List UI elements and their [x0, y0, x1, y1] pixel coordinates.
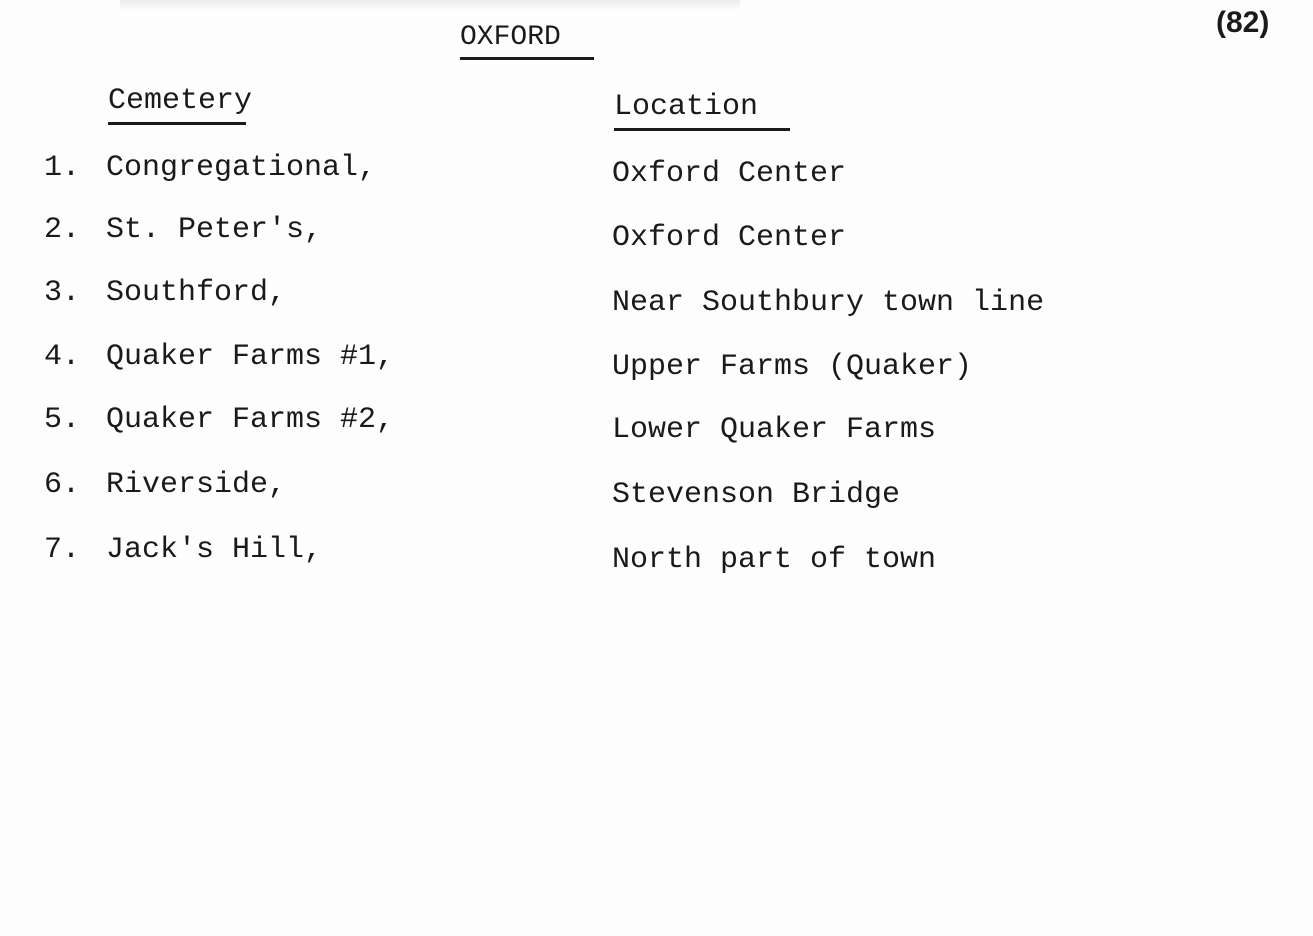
item-number: 5. [44, 403, 81, 437]
item-number: 7. [44, 533, 81, 567]
cemetery-location: North part of town [612, 543, 937, 577]
column-header-location: Location [614, 90, 790, 131]
page-title: OXFORD [460, 22, 594, 60]
cemetery-name: Quaker Farms #1, [106, 340, 395, 374]
cemetery-location: Oxford Center [612, 157, 847, 191]
item-number: 4. [44, 340, 81, 374]
cemetery-location: Upper Farms (Quaker) [612, 350, 973, 384]
item-number: 2. [44, 213, 81, 247]
cemetery-location: Oxford Center [612, 221, 847, 255]
column-header-cemetery: Cemetery [108, 84, 246, 125]
cemetery-name: St. Peter's, [106, 213, 323, 247]
item-number: 1. [44, 151, 81, 185]
cemetery-location: Stevenson Bridge [612, 478, 901, 512]
list-item [0, 400, 1313, 447]
cemetery-name: Jack's Hill, [106, 533, 323, 567]
list-item [0, 273, 1313, 320]
item-number: 3. [44, 276, 81, 310]
cemetery-location: Near Southbury town line [612, 286, 1045, 320]
cemetery-location: Lower Quaker Farms [612, 413, 937, 447]
cemetery-name: Riverside, [106, 468, 287, 502]
list-item [0, 337, 1313, 384]
item-number: 6. [44, 468, 81, 502]
cemetery-name: Congregational, [106, 151, 377, 185]
list-item [0, 148, 1313, 191]
list-item [0, 210, 1313, 255]
cemetery-name: Quaker Farms #2, [106, 403, 395, 437]
page-number: (82) [1216, 6, 1270, 39]
list-item [0, 465, 1313, 512]
cemetery-name: Southford, [106, 276, 287, 310]
list-item [0, 530, 1313, 577]
